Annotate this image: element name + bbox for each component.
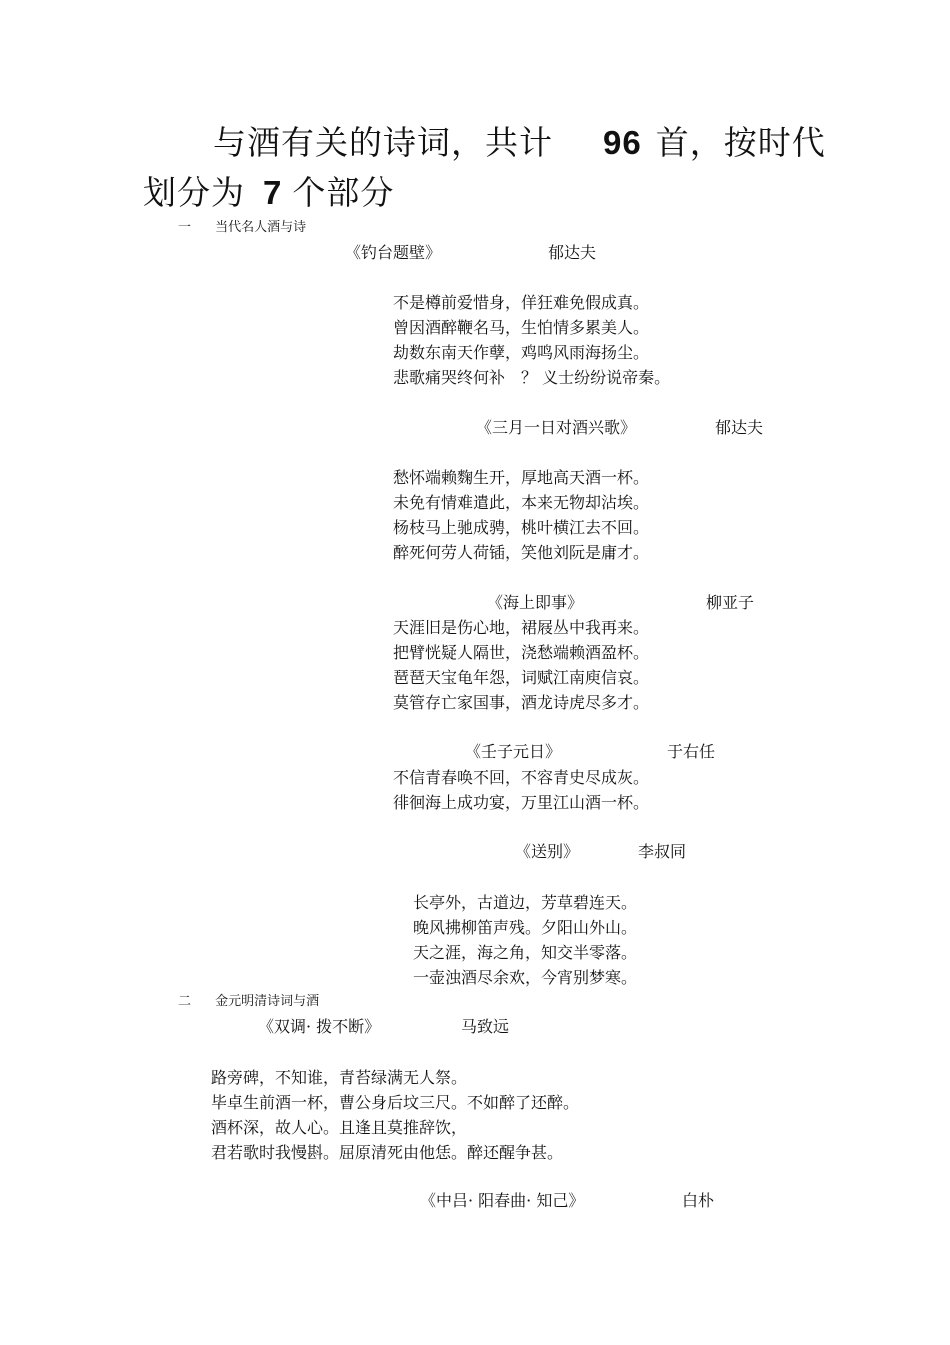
poem-author: 郁达夫 [548,243,597,262]
title-text: 划分为 [143,173,245,212]
verse-line: 君若歌时我慢斟。屈原清死由他恁。醉还醒争甚。 [211,1143,564,1162]
title-text: 个部分 [292,173,395,212]
verse-line: 酒杯深，故人心。且逢且莫推辞饮， [211,1118,468,1137]
verse-line: 不是樽前爱惜身，佯狂难免假成真。 [393,293,650,312]
section-number: 二 [178,994,192,1009]
section-heading [178,993,319,1011]
verse-line: 长亭外，古道边，芳草碧连天。 [413,893,638,912]
poem-title: 《钓台题壁》 [345,243,442,262]
poem-author: 李叔同 [638,842,687,861]
doc-title-line-2 [143,173,394,213]
poem-title: 《海上即事》 [487,593,584,612]
verse-line: 晚风拂柳笛声残。夕阳山外山。 [413,918,638,937]
poem-body [211,1065,579,1165]
poem-author: 郁达夫 [715,418,764,437]
verse-line: 莫管存亡家国事，酒龙诗虎尽多才。 [393,693,650,712]
verse-line: 醉死何劳人荷锸，笑他刘阮是庸才。 [393,543,650,562]
poem-body [393,765,649,815]
poem-count: 96 [603,124,642,161]
poem-title: 《双调· 拨不断》 [258,1017,381,1036]
section-title: 金元明清诗词与酒 [215,994,320,1009]
doc-title-line-1 [213,123,826,163]
poem-title: 《中吕· 阳春曲· 知己》 [420,1191,585,1210]
poem-author: 柳亚子 [706,593,755,612]
section-heading [178,219,306,237]
poem-author: 白朴 [682,1191,715,1210]
poem-body [393,465,649,565]
verse-line: 把臂恍疑人隔世，浇愁端赖酒盈杯。 [393,643,650,662]
verse-line: 天涯旧是伤心地，裙屐丛中我再来。 [393,618,650,637]
verse-line: 琶琶天宝龟年怨，词赋江南庾信哀。 [393,668,650,687]
poem-title: 《壬子元日》 [465,742,562,761]
title-text: 与酒有关的诗词，共计 [213,123,553,162]
poem-title: 《送别》 [515,842,580,861]
verse-line: 毕卓生前酒一杯，曹公身后坟三尺。不如醉了还醉。 [211,1093,580,1112]
section-number: 一 [178,220,192,235]
poem-body [393,290,670,390]
verse-line: 不信青春唤不回，不容青史尽成灰。 [393,768,650,787]
poem-author: 于右任 [667,742,716,761]
title-text: 首，按时代 [655,123,826,162]
poem-title: 《三月一日对酒兴歌》 [476,418,637,437]
verse-line: 路旁碑，不知谁，青苔绿满无人祭。 [211,1068,468,1087]
poem-author: 马致远 [461,1017,510,1036]
poem-body [413,890,637,990]
verse-line: 曾因酒醉鞭名马，生怕情多累美人。 [393,318,650,337]
part-count: 7 [263,174,283,211]
verse-line: 愁怀端赖麴生开，厚地高天酒一杯。 [393,468,650,487]
verse-line: 劫数东南天作孽，鸡鸣风雨海扬尘。 [393,343,650,362]
verse-line: 杨枝马上驰成骋，桃叶横江去不回。 [393,518,650,537]
poem-body [393,615,649,715]
verse-line: 悲歌痛哭终何补 ？ 义士纷纷说帝秦。 [393,368,671,387]
section-title: 当代名人酒与诗 [215,220,307,235]
verse-line: 徘徊海上成功宴，万里江山酒一杯。 [393,793,650,812]
verse-line: 一壶浊酒尽余欢，今宵别梦寒。 [413,968,638,987]
verse-line: 未免有情难遣此，本来无物却沾埃。 [393,493,650,512]
verse-line: 天之涯，海之角，知交半零落。 [413,943,638,962]
